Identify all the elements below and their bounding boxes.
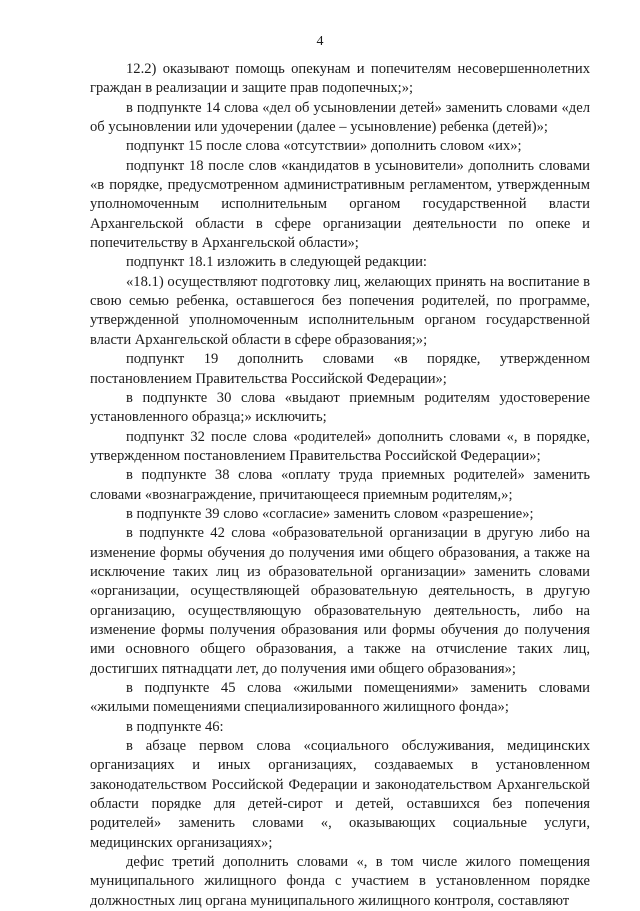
paragraph-sub-38: в подпункте 38 слова «оплату труда приемных родителей» заменить словами «вознаграждение, причитающееся приемным родителям,»; xyxy=(90,467,590,503)
paragraph-sub-18: подпункт 18 после слов «кандидатов в усыновители» дополнить словами «в порядке, предусмотренном административным регламентом, утвержденным уполномоченным исполнительным органом государственной власти Архангельской области в сфере организации деятельности по опеке и попечительству в Архангельской области»; xyxy=(90,157,590,252)
paragraph-sub-18-1-text: «18.1) осуществляют подготовку лиц, желающих принять на воспитание в свою семью ребенка, оставшегося без попечения родителей, по программе, утвержденной уполномоченным исполнительным органом государственной власти Архангельской области в сфере образования;»; xyxy=(90,273,590,348)
paragraph-sub-19: подпункт 19 дополнить словами «в порядке, утвержденном постановлением Правительства Российской Федерации»; xyxy=(90,351,590,387)
paragraph-sub-32: подпункт 32 после слова «родителей» дополнить словами «, в порядке, утвержденном постановлением Правительства Российской Федерации»; xyxy=(90,428,590,464)
page-number: 4 xyxy=(316,34,324,49)
paragraph-sub-46-first: в абзаце первом слова «социального обслуживания, медицинских организациях и иных организациях, создаваемых в установленном законодательством Российской Федерации и законодательством Архангельской области порядке для детей-сирот и детей, оставшихся без попечения родителей» заменить словами «, оказывающих социальные услуги, медицинских организациях»; xyxy=(90,738,590,851)
paragraph-sub-18-1-intro: подпункт 18.1 изложить в следующей редакции: xyxy=(126,254,427,271)
paragraph-sub-46-intro: в подпункте 46: xyxy=(126,718,224,735)
paragraph-sub-39: в подпункте 39 слово «согласие» заменить словом «разрешение»; xyxy=(126,505,534,522)
paragraph-12-2: 12.2) оказывают помощь опекунам и попечителям несовершеннолетних граждан в реализации и защите прав подопечных;»; xyxy=(90,61,590,97)
paragraph-sub-14: в подпункте 14 слова «дел об усыновлении детей» заменить словами «дел об усыновлении или удочерении (далее – усыновление) ребенка (детей)»; xyxy=(90,99,590,136)
paragraph-sub-42: в подпункте 42 слова «образовательной организации в другую либо на изменение формы обучения до получения ими общего образования, а также на исключение таких лиц из образовательной организации» заменить словами «организации, осуществляющей образовательную деятельность, в другую организацию, осуществляющую образовательную деятельность, либо на изменение формы получения образования или формы обучения до получения ими основного общего образования, а также на отчисление таких лиц, достигших пятнадцати лет, до получения ими общего образования»; xyxy=(90,525,590,677)
paragraph-sub-15: подпункт 15 после слова «отсутствии» дополнить словом «их»; xyxy=(126,138,522,155)
paragraph-sub-30: в подпункте 30 слова «выдают приемным родителям удостоверение установленного образца;» исключить; xyxy=(90,389,590,426)
document-body xyxy=(90,60,590,911)
paragraph-sub-45: в подпункте 45 слова «жилыми помещениями» заменить словами «жилыми помещениями специализированного жилищного фонда»; xyxy=(90,680,590,716)
paragraph-sub-46-dash-three: дефис третий дополнить словами «, в том числе жилого помещения муниципального жилищного фонда с участием в установленном порядке должностных лиц органа муниципального жилищного контроля, составляют xyxy=(90,854,590,909)
